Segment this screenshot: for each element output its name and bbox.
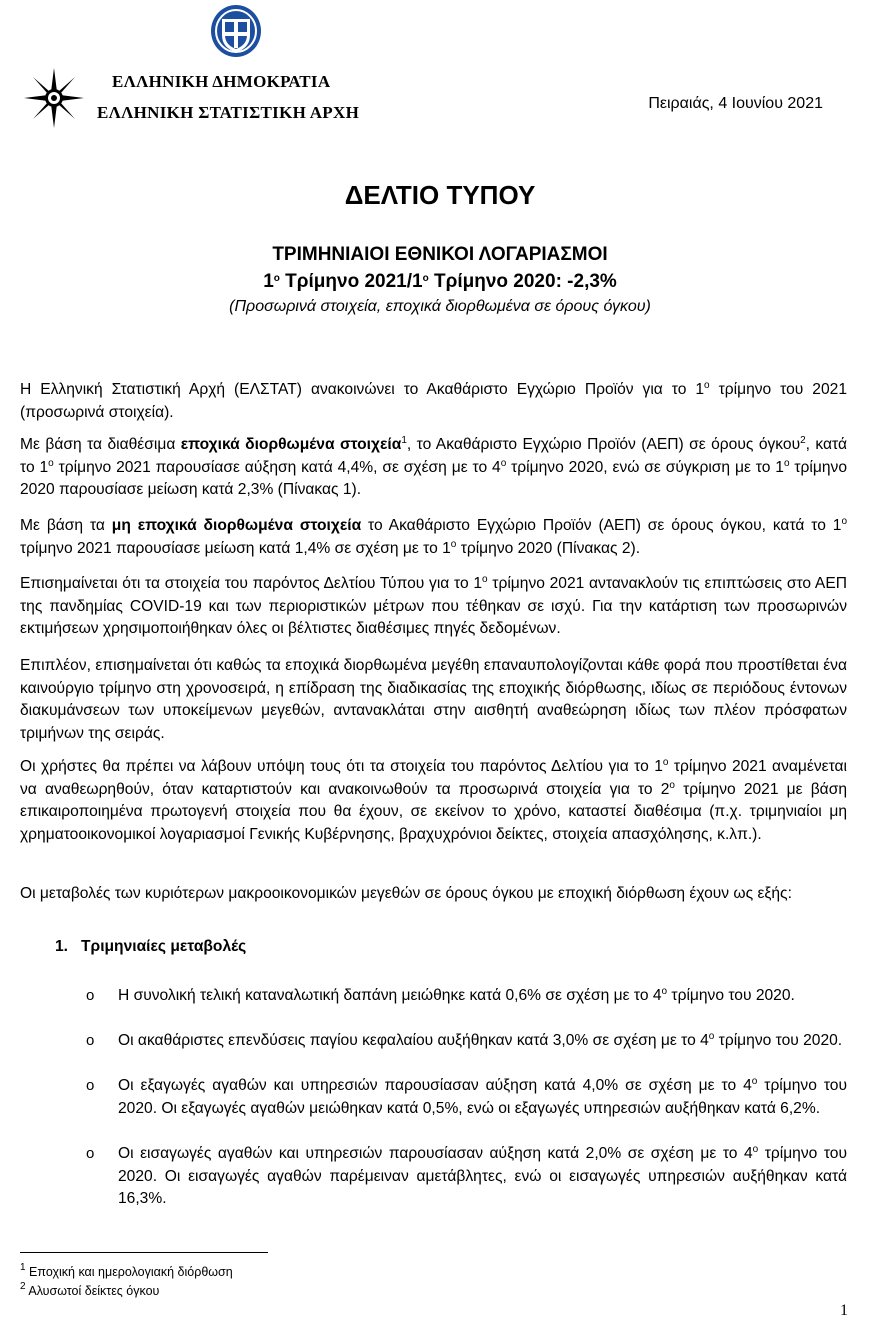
paragraph-intro: Η Ελληνική Στατιστική Αρχή (ΕΛΣΤΑΤ) ανακοινώνει το Ακαθάριστο Εγχώριο Προϊόν για το $1^o$ τρίμηνο του 2021 (προσωρινά στοιχεία). bbox=[20, 380, 847, 421]
release-date: Πειραιάς, 4 Ιουνίου 2021 bbox=[648, 95, 823, 112]
footnote-1: $^1$ Εποχική και ημερολογιακή διόρθωση bbox=[20, 1262, 233, 1279]
bullet-marker: o bbox=[86, 987, 95, 1004]
page-number: 1 bbox=[840, 1302, 848, 1319]
list-item: Οι εισαγωγές αγαθών και υπηρεσιών παρουσίασαν αύξηση κατά 2,0% σε σχέση με το $4^o$ τρίμηνο του 2020. Οι εισαγωγές αγαθών παρέμειναν αμετάβλητες, ενώ οι εισαγωγές υπηρεσιών αυξήθηκαν κατά 16,3%. bbox=[118, 1144, 847, 1207]
subtitle-line3: (Προσωρινά στοιχεία, εποχικά διορθωμένα σε όρους όγκου) bbox=[229, 298, 651, 315]
paragraph-non-seasonally-adjusted: Με βάση τα μη εποχικά διορθωμένα στοιχεία το Ακαθάριστο Εγχώριο Προϊόν (ΑΕΠ) σε όρους όγκου, κατά το $1^o$ τρίμηνο 2021 παρουσίασε μείωση κατά 1,4% σε σχέση με το $1^o$ τρίμηνο 2020 (Πίνακας 2). bbox=[20, 516, 847, 557]
paragraph-users-note: Οι χρήστες θα πρέπει να λάβουν υπόψη τους ότι τα στοιχεία του παρόντος Δελτίου για το $1^o$ τρίμηνο 2021 αναμένεται να αναθεωρηθούν, όταν καταρτιστούν και ανακοινωθούν τα προσωρινά στοιχεία για το $2^o$ τρίμηνο 2021 με βάση επικαιροποιημένα πρωτογενή στοιχεία που θα έχουν, σε εκείνον το χρόνο, καταστεί διαθέσιμα (π.χ. τριμηνιαίοι μη χρηματοοικονομικοί λογαριασμοί Γενικής Κυβέρνησης, βραχυχρόνιοι δείκτες, στοιχεία απασχόλησης, κ.λπ.). bbox=[20, 757, 847, 843]
paragraph-seasonally-adjusted: Με βάση τα διαθέσιμα εποχικά διορθωμένα στοιχεία$^1$, το Ακαθάριστο Εγχώριο Προϊόν (ΑΕΠ) σε όρους όγκου$^2$, κατά το $1^o$ τρίμηνο 2021 παρουσίασε αύξηση κατά 4,4%, σε σχέση με το $4^o$ τρίμηνο 2020, ενώ σε σύγκριση με το $1^o$ τρίμηνο 2020 παρουσίασε μείωση κατά 2,3% (Πίνακας 1). bbox=[20, 435, 847, 498]
page-title: ΔΕΛΤΙΟ ΤΥΠΟΥ bbox=[344, 180, 536, 210]
org-name-line2: ΕΛΛΗΝΙΚΗ ΣΤΑΤΙΣΤΙΚΗ ΑΡΧΗ bbox=[97, 103, 360, 122]
org-name-line1: ΕΛΛΗΝΙΚΗ ΔΗΜΟΚΡΑΤΙΑ bbox=[112, 72, 331, 91]
list-item: Η συνολική τελική καταναλωτική δαπάνη μειώθηκε κατά 0,6% σε σχέση με το $4^o$ τρίμηνο του 2020. bbox=[118, 986, 795, 1004]
subtitle-line1: ΤΡΙΜΗΝΙΑΙΟΙ ΕΘΝΙΚΟΙ ΛΟΓΑΡΙΑΣΜΟΙ bbox=[272, 244, 608, 265]
list-item: Οι ακαθάριστες επενδύσεις παγίου κεφαλαίου αυξήθηκαν κατά 3,0% σε σχέση με το $4^o$ τρίμηνο του 2020. bbox=[118, 1031, 843, 1049]
subtitle-line2: $1^o$ Τρίμηνο $2021/1^o$ Τρίμηνο 2020: -2,3% bbox=[263, 271, 617, 292]
bullet-marker: o bbox=[86, 1077, 95, 1094]
greek-emblem-icon bbox=[209, 4, 263, 58]
paragraph-changes-intro: Οι μεταβολές των κυριότερων μακροοικονομικών μεγεθών σε όρους όγκου με εποχική διόρθωση έχουν ως εξής: bbox=[20, 885, 792, 902]
section-heading: 1. Τριμηνιαίες μεταβολές bbox=[55, 938, 247, 955]
bullet-marker: o bbox=[86, 1145, 95, 1162]
bullet-marker: o bbox=[86, 1032, 95, 1049]
footnote-divider bbox=[20, 1252, 268, 1253]
list-item: Οι εξαγωγές αγαθών και υπηρεσιών παρουσίασαν αύξηση κατά 4,0% σε σχέση με το $4^o$ τρίμηνο του 2020. Οι εξαγωγές αγαθών μειώθηκαν κατά 0,5%, ενώ οι εξαγωγές υπηρεσιών αυξήθηκαν κατά 6,2%. bbox=[118, 1076, 847, 1117]
paragraph-covid: Επισημαίνεται ότι τα στοιχεία του παρόντος Δελτίου Τύπου για το $1^o$ τρίμηνο 2021 αντανακλούν τις επιπτώσεις στο ΑΕΠ της πανδημίας COVID-19 και των περιοριστικών μέτρων που τέθηκαν σε ισχύ. Για την κατάρτιση των προσωρινών εκτιμήσεων χρησιμοποιήθηκαν όλες οι βέλτιστες διαθέσιμες πηγές δεδομένων. bbox=[20, 574, 847, 637]
paragraph-revision: Επιπλέον, επισημαίνεται ότι καθώς τα εποχικά διορθωμένα μεγέθη επαναυπολογίζονται κάθε φορά που προστίθεται ένα καινούργιο τρίμηνο στη χρονοσειρά, η επίδραση της διαδικασίας της εποχικής διόρθωσης, ιδίως σε περιόδους έντονων διακυμάνσεων των υποκείμενων μεγεθών, αντανακλάται στην αισθητή αναθεώρηση ιδίως των πλέον πρόσφατων τριμήνων της σειράς. bbox=[20, 657, 847, 742]
footnote-2: $^2$ Αλυσωτοί δείκτες όγκου bbox=[20, 1281, 160, 1298]
elstat-star-logo-icon bbox=[22, 66, 86, 130]
